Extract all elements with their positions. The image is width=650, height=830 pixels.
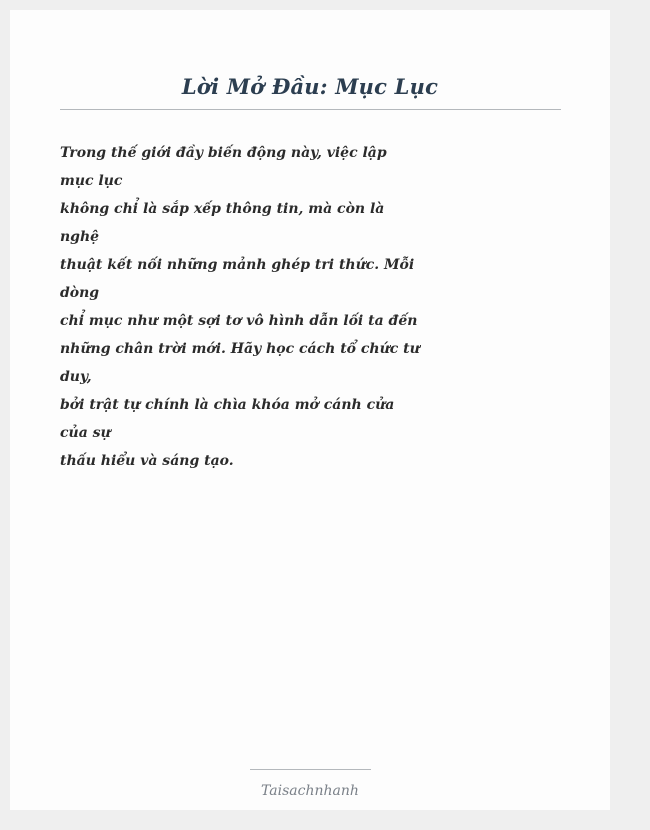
text-line: nghệ <box>60 229 100 245</box>
text-line: của sự <box>60 425 111 441</box>
text-line: dòng <box>60 285 100 301</box>
page-title: Lời Mở Đầu: Mục Lục <box>181 74 439 99</box>
body-text <box>60 142 420 478</box>
footer-divider <box>250 769 371 770</box>
text-line: mục lục <box>60 173 123 189</box>
text-line: Trong thế giới đầy biến động này, việc lập <box>60 145 387 161</box>
text-line: không chỉ là sắp xếp thông tin, mà còn là <box>60 201 385 217</box>
footer-text: Taisachnhanh <box>261 783 359 799</box>
text-line: bởi trật tự chính là chìa khóa mở cánh cửa <box>60 397 395 413</box>
text-line: duy, <box>60 369 92 385</box>
text-line: chỉ mục như một sợi tơ vô hình dẫn lối ta đến <box>60 313 418 329</box>
title-divider <box>60 109 561 110</box>
text-line: thuật kết nối những mảnh ghép tri thức. Mỗi <box>60 257 415 273</box>
text-line: thấu hiểu và sáng tạo. <box>60 453 234 469</box>
text-line: những chân trời mới. Hãy học cách tổ chức tư <box>60 341 420 357</box>
document-page <box>10 10 610 810</box>
